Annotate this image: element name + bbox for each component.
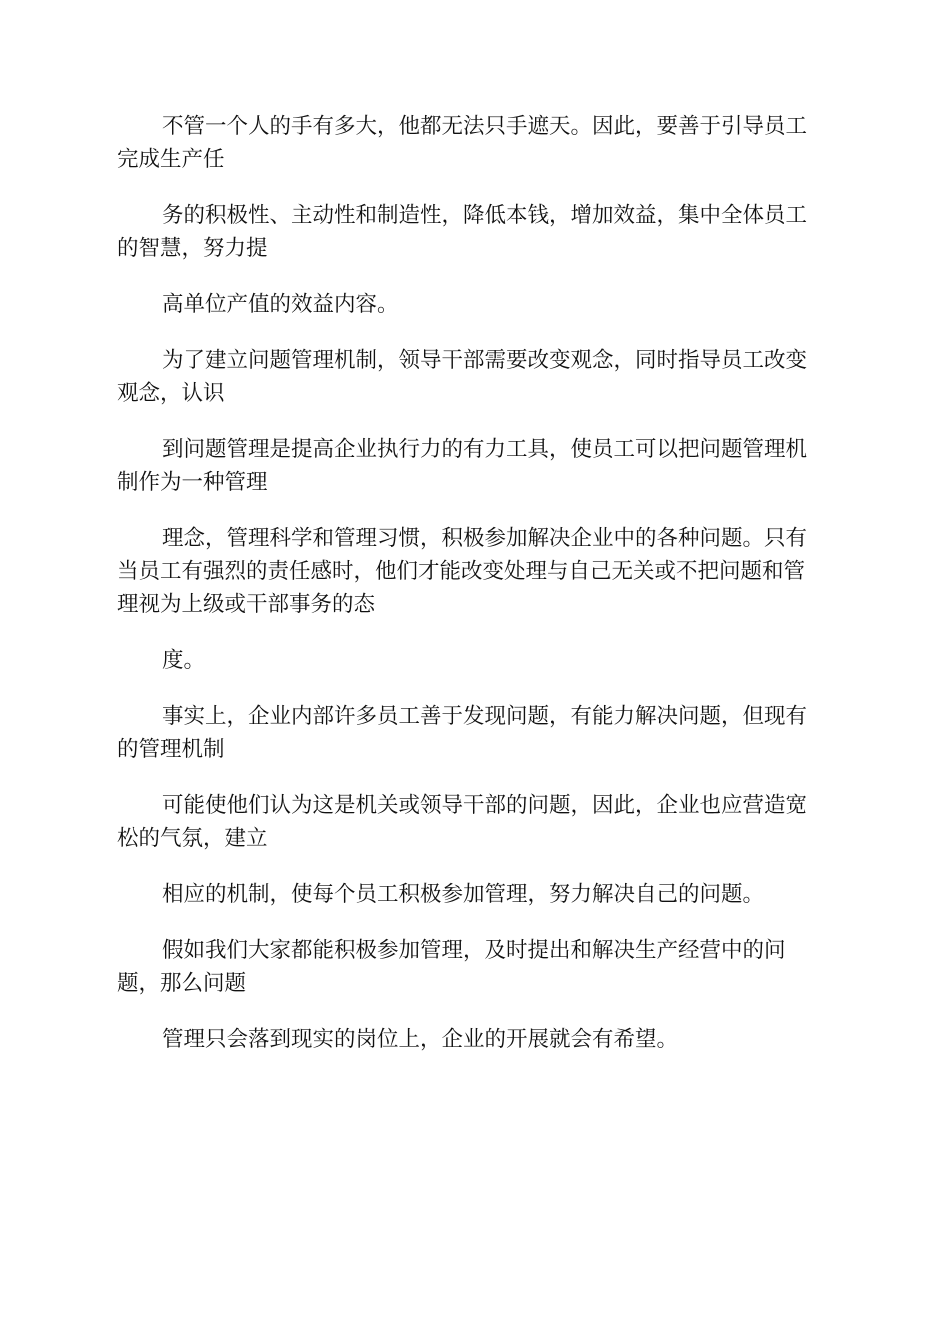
paragraph-6: 理念，管理科学和管理习惯，积极参加解决企业中的各种问题。只有 当员工有强烈的责任感时，他们才能改变处理与自己无关或不把问题和管 理视为上级或干部事务的态: [117, 526, 808, 617]
paragraph-10: 相应的机制，使每个员工积极参加管理，努力解决自己的问题。: [162, 882, 765, 907]
paragraph-1: 不管一个人的手有多大，他都无法只手遮天。因此，要善于引导员工 完成生产任: [117, 114, 808, 172]
paragraph-5: 到问题管理是提高企业执行力的有力工具，使员工可以把问题管理机 制作为一种管理: [117, 437, 808, 495]
paragraph-7: 度。: [162, 648, 206, 673]
paragraph-12: 管理只会落到现实的岗位上，企业的开展就会有希望。: [162, 1027, 679, 1052]
paragraph-9: 可能使他们认为这是机关或领导干部的问题，因此，企业也应营造宽 松的气氛，建立: [117, 793, 808, 851]
paragraph-8: 事实上，企业内部许多员工善于发现问题，有能力解决问题，但现有 的管理机制: [117, 704, 808, 762]
paragraph-2: 务的积极性、主动性和制造性，降低本钱，增加效益，集中全体员工 的智慧，努力提: [117, 203, 808, 261]
paragraph-3: 高单位产值的效益内容。: [162, 292, 399, 317]
document-body: [117, 110, 833, 1079]
paragraph-4: 为了建立问题管理机制，领导干部需要改变观念，同时指导员工改变 观念，认识: [117, 348, 808, 406]
paragraph-11: 假如我们大家都能积极参加管理，及时提出和解决生产经营中的问 题，那么问题: [117, 938, 786, 996]
